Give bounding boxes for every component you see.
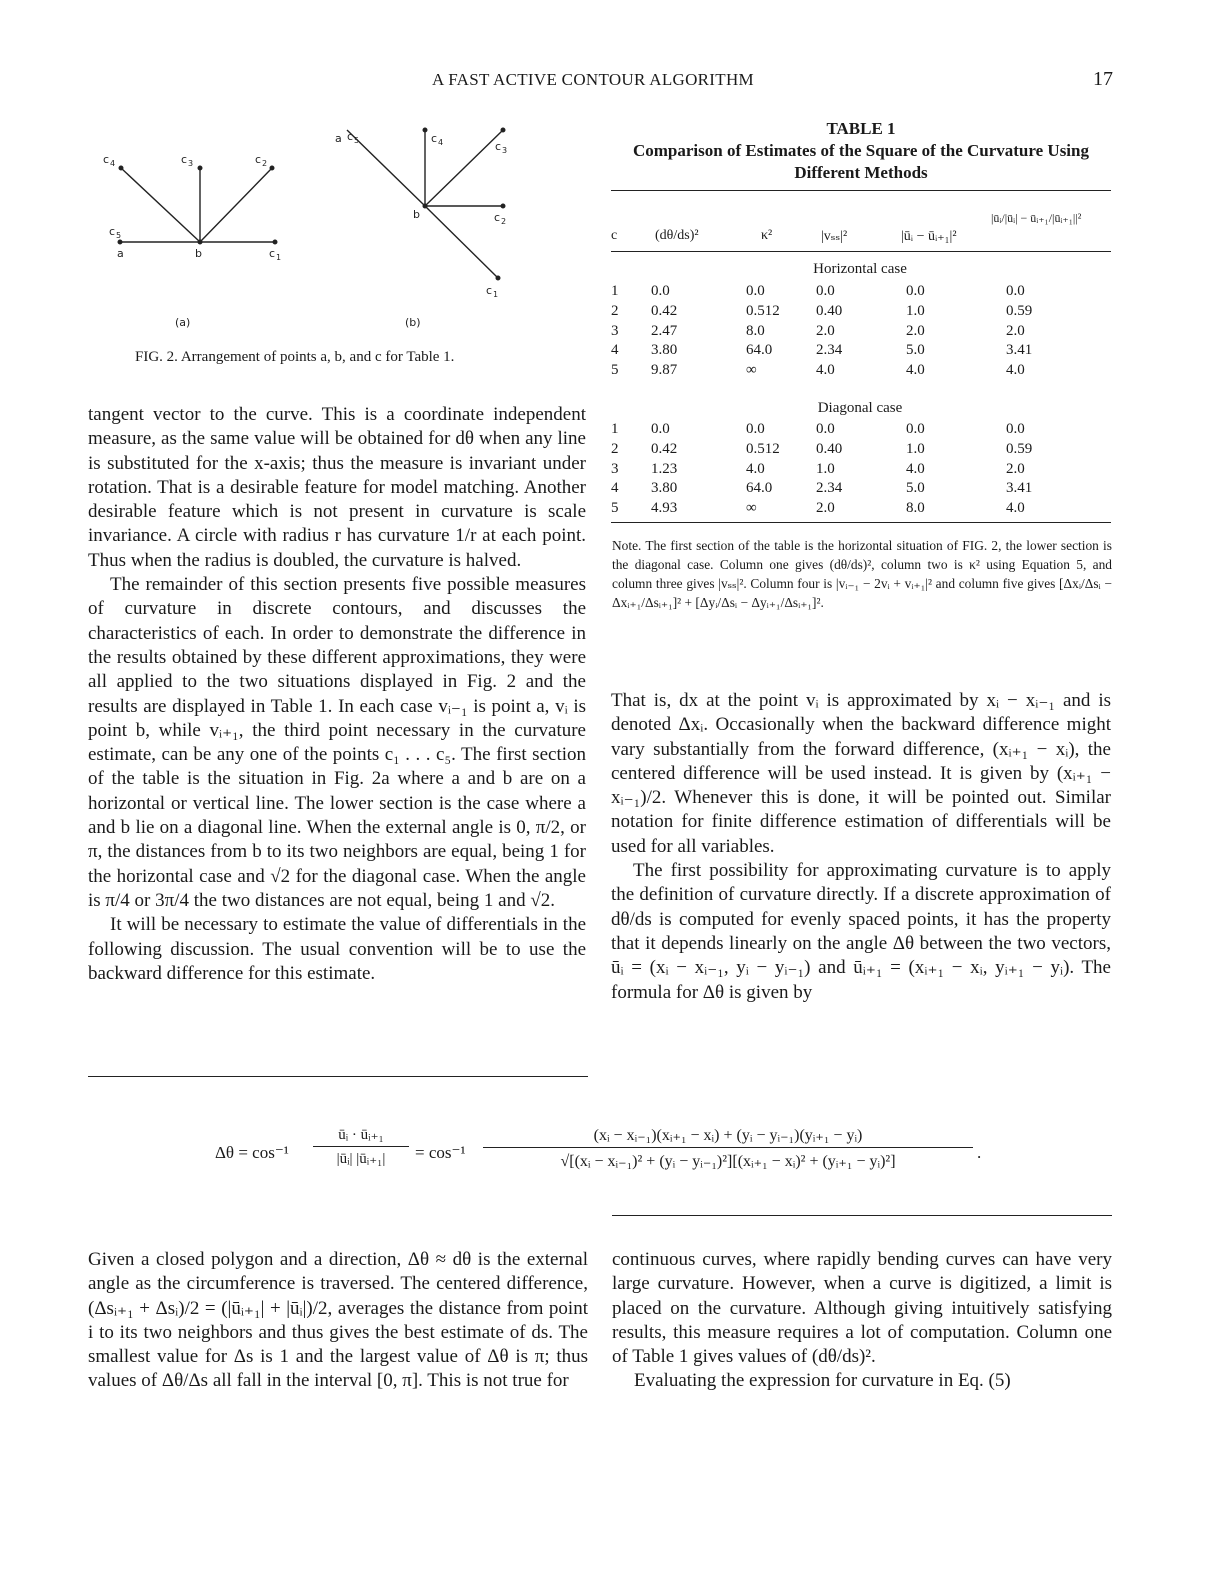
paragraph: That is, dx at the point vᵢ is approximated by xᵢ − xᵢ₋₁ and is denoted Δxᵢ. Occasionally when the backward difference might vary substantially from the forward difference, (xᵢ₊₁ − xᵢ), the centered difference will be used instead. It is given by (xᵢ₊₁ − xᵢ₋₁)/2. Whenever this is done, it will be pointed out. Similar notation for finite difference estimation of differentials will be used for all variables. xyxy=(611,690,1111,857)
table-row: 4 3.80 64.0 2.34 5.0 3.41 xyxy=(611,342,1033,359)
figure-2-diagram xyxy=(85,118,595,388)
svg-text:4: 4 xyxy=(110,159,116,168)
equation-frac1-den: |ūᵢ| |ūᵢ₊₁| xyxy=(336,1151,386,1167)
paragraph: The remainder of this section presents five possible measures of curvature in discrete contours, and discusses the characteristics of each. In order to demonstrate the difference in the results obtained by these different approximations, they were all applied to the two situations displayed in Fig. 2 and the results are displayed in Table 1. In each case vᵢ₋₁ is point a, vᵢ is point b, while vᵢ₊₁, the third point necessary in the curvature estimate, can be any one of the points c₁ . . . c₅. The first section of the table is the situation in Fig. 2a where a and b are on a horizontal or vertical line. The lower section is the case where a and b lie on a diagonal line. When the external angle is 0, π/2, or π, the distances from b to its two neighbors are equal, being 1 for the horizontal case and √2 for the diagonal case. When the angle is π/4 or 3π/4 the two distances are not equal, being 1 and √2. xyxy=(88,574,586,911)
paragraph: The first possibility for approximating curvature is to apply the definition of curvature directly. If a discrete approximation of dθ/ds is computed for evenly spaced points, it has the property that it depends linearly on the angle Δθ between the two vectors, ūᵢ = (xᵢ − xᵢ₋₁, yᵢ − yᵢ₋₁) and ūᵢ₊₁ = (xᵢ₊₁ − xᵢ, yᵢ₊₁ − yᵢ). The formula for Δθ is given by xyxy=(611,860,1111,1003)
table-title xyxy=(611,118,1111,184)
equation-frac1-num: ūᵢ · ūᵢ₊₁ xyxy=(338,1127,384,1143)
paragraph: continuous curves, where rapidly bending curves can have very large curvature. However, when a curve is digitized, a limit is placed on the curvature. Although giving intuitively satisfying results, this measure requires a lot of computation. Column one of Table 1 gives values of (dθ/ds)². xyxy=(612,1249,1112,1368)
right-column-rule xyxy=(612,1215,1112,1216)
table-caption: Comparison of Estimates of the Square of the Curvature Using Different Methods xyxy=(632,141,1089,182)
label-b-a: a xyxy=(335,132,342,145)
equation-frac2-bar xyxy=(483,1147,973,1148)
table-note: Note. The first section of the table is the horizontal situation of FIG. 2, the lower section is the diagonal case. Column one gives (dθ/ds)², column two is κ² using Equation 5, and column three gives |vₛₛ|². Column four is |vᵢ₋₁ − 2vᵢ + vᵢ₊₁|² and column five gives [Δxᵢ/Δsᵢ − Δxᵢ₊₁/Δsᵢ₊₁]² + [Δyᵢ/Δsᵢ − Δyᵢ₊₁/Δsᵢ₊₁]². xyxy=(612,538,1112,610)
table-row: 1 0.0 0.0 0.0 0.0 0.0 xyxy=(611,421,1025,438)
section-label-diagonal: Diagonal case xyxy=(817,400,903,416)
paragraph: Evaluating the expression for curvature in Eq. (5) xyxy=(634,1370,1011,1392)
label-a-a: a xyxy=(117,247,124,260)
paragraph: It will be necessary to estimate the value of differentials in the following discussion. The usual convention will be to use the backward difference for this estimate. xyxy=(88,914,586,984)
label-a-b: b xyxy=(195,247,202,260)
panel-b-label: (b) xyxy=(405,316,421,329)
table-row: 1 0.0 0.0 0.0 0.0 0.0 xyxy=(611,283,1025,300)
table-row: 3 1.23 4.0 1.0 4.0 2.0 xyxy=(611,460,1025,477)
paragraph: Given a closed polygon and a direction, Δθ ≈ dθ is the external angle as the circumference is traversed. The centered difference, (Δsᵢ₊₁ + Δsᵢ)/2 = (|ūᵢ₊₁| + |ūᵢ|)/2, averages the distance from point i to its two neighbors and thus gives the best estimate of ds. The smallest value for Δs is 1 and the largest value of Δθ is π; thus values of Δθ/Δs all fall in the interval [0, π]. This is not true for xyxy=(88,1249,588,1392)
right-column-text xyxy=(611,689,1111,1005)
table-row: 2 0.42 0.512 0.40 1.0 0.59 xyxy=(611,441,1033,458)
label-a-c3: c xyxy=(181,153,188,166)
label-b-c4: c xyxy=(431,132,438,145)
equation-mid: = cos⁻¹ xyxy=(415,1143,466,1162)
equation-end: . xyxy=(977,1143,982,1162)
table-header-rule xyxy=(611,251,1111,252)
bottom-right-text xyxy=(612,1248,1112,1394)
svg-text:5: 5 xyxy=(116,231,122,240)
table-row: 5 4.93 ∞ 2.0 8.0 4.0 xyxy=(611,500,1025,517)
col-header-dtheta: (dθ/ds)² xyxy=(655,228,699,243)
left-column-rule xyxy=(88,1076,588,1077)
col-header-c: c xyxy=(611,228,618,243)
table-number: TABLE 1 xyxy=(826,119,896,138)
label-b-b: b xyxy=(413,208,420,221)
paragraph: tangent vector to the curve. This is a coordinate independent measure, as the same value will be obtained for dθ when any line is substituted for the x-axis; thus the measure is invariant under rotation. That is a desirable feature for model matching. Another desirable feature which is not present in curvature is scale invariance. A circle with radius r has curvature 1/r at each point. Thus when the radius is doubled, the curvature is halved. xyxy=(88,404,586,571)
equation-frac2-num: (xᵢ − xᵢ₋₁)(xᵢ₊₁ − xᵢ) + (yᵢ − yᵢ₋₁)(yᵢ₊₁ − yᵢ) xyxy=(593,1127,863,1144)
table-section-horizontal xyxy=(611,282,1111,380)
label-b-c5: c xyxy=(347,130,354,143)
col-header-unit-diff: |ūᵢ/|ūᵢ| − ūᵢ₊₁/|ūᵢ₊₁||² xyxy=(991,211,1082,225)
col-header-kappa: κ² xyxy=(761,228,773,243)
page-number: 17 xyxy=(1093,68,1113,90)
figure-caption: FIG. 2. Arrangement of points a, b, and c for Table 1. xyxy=(135,349,455,365)
svg-text:2: 2 xyxy=(501,217,507,226)
table-row: 3 2.47 8.0 2.0 2.0 2.0 xyxy=(611,322,1025,339)
table-section-diagonal xyxy=(611,420,1111,518)
svg-text:4: 4 xyxy=(438,138,444,147)
svg-text:1: 1 xyxy=(276,253,282,262)
label-b-c1: c xyxy=(486,284,493,297)
running-title: A FAST ACTIVE CONTOUR ALGORITHM xyxy=(432,70,754,89)
svg-text:2: 2 xyxy=(262,159,268,168)
table-row: 4 3.80 64.0 2.34 5.0 3.41 xyxy=(611,480,1033,497)
svg-text:1: 1 xyxy=(493,290,499,299)
bottom-left-text xyxy=(88,1248,588,1394)
left-column-text xyxy=(88,403,586,986)
equation-lhs: Δθ = cos⁻¹ xyxy=(215,1143,289,1162)
label-b-c2: c xyxy=(494,211,501,224)
table-top-rule xyxy=(611,190,1111,191)
table-row: 2 0.42 0.512 0.40 1.0 0.59 xyxy=(611,303,1033,320)
table-row: 5 9.87 ∞ 4.0 4.0 4.0 xyxy=(611,362,1025,379)
svg-text:3: 3 xyxy=(188,159,194,168)
table-header xyxy=(611,198,1111,248)
col-header-vss: |vₛₛ|² xyxy=(821,229,848,244)
svg-text:5: 5 xyxy=(354,136,360,145)
label-a-c1: c xyxy=(269,247,276,260)
section-label-horizontal: Horizontal case xyxy=(813,261,907,277)
col-header-udiff: |ūᵢ − ūᵢ₊₁|² xyxy=(901,229,957,244)
equation-frac2-den: √[(xᵢ − xᵢ₋₁)² + (yᵢ − yᵢ₋₁)²][(xᵢ₊₁ − xᵢ)² + (yᵢ₊₁ − yᵢ)²] xyxy=(560,1153,896,1170)
label-b-c3: c xyxy=(495,140,502,153)
label-a-c2: c xyxy=(255,153,262,166)
table-bottom-rule xyxy=(611,522,1111,523)
panel-a-label: (a) xyxy=(175,316,191,329)
equation-frac1-bar xyxy=(313,1146,409,1147)
svg-text:3: 3 xyxy=(502,146,508,155)
label-a-c4: c xyxy=(103,153,110,166)
label-a-c5: c xyxy=(109,225,116,238)
